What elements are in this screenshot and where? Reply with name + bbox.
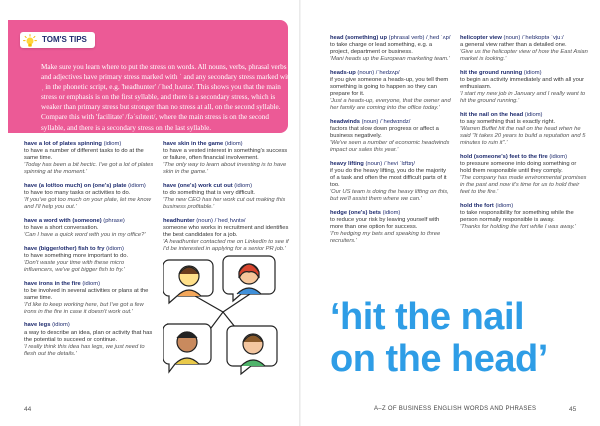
- dictionary-entry: [460, 112, 588, 147]
- entry-part-of-speech: (idiom): [103, 141, 122, 147]
- entry-definition: to say something that is exactly right.: [460, 118, 556, 125]
- entry-heading: [460, 154, 588, 161]
- dictionary-entry: [24, 183, 154, 211]
- entry-example: 'I'd like to keep working here, but I've got a few irons in the fire in case it doesn't work out.': [24, 301, 144, 315]
- dictionary-entry: [163, 141, 291, 176]
- left-page-number: 44: [24, 406, 32, 413]
- dictionary-entry: [163, 183, 291, 211]
- entry-heading: [24, 218, 154, 225]
- entry-definition: to have too many tasks or activities to do.: [24, 190, 131, 197]
- toms-tips-box: [8, 20, 293, 133]
- entry-heading: [330, 210, 452, 217]
- page-gutter: [299, 0, 301, 426]
- entry-definition: a general view rather than a detailed one.: [460, 42, 567, 49]
- entry-part-of-speech: (idiom): [82, 280, 101, 287]
- entry-heading: [330, 119, 452, 126]
- dictionary-entry: [24, 246, 154, 274]
- entry-part-of-speech: (idiom): [549, 153, 568, 160]
- entry-heading: [163, 141, 291, 148]
- entry-headword: heads-up: [330, 69, 356, 76]
- entry-heading: [330, 161, 452, 168]
- dictionary-entry: [460, 203, 588, 231]
- dictionary-entry: [24, 218, 154, 239]
- entry-example: 'If you've got too much on your plate, let me know and I'll help you out.': [24, 197, 151, 211]
- entry-headword: hit the ground running: [460, 69, 523, 76]
- entry-part-of-speech: (idiom): [128, 182, 146, 189]
- dictionary-entry: [330, 210, 452, 245]
- dictionary-entry: [330, 119, 452, 154]
- dictionary-entry: [460, 35, 588, 63]
- entry-example: 'A headhunter contacted me on LinkedIn to see if I'd be interested in applying for a senior PR job.': [163, 239, 289, 253]
- entry-definition: to begin an activity immediately and with all your enthusiasm.: [460, 76, 585, 91]
- entry-part-of-speech: (noun) /ˈhedzʌp/: [357, 69, 400, 76]
- entry-heading: [24, 246, 154, 253]
- entry-part-of-speech: (noun) /ˈhelɪkɒptə ˈvjuː/: [503, 35, 564, 41]
- entry-definition: to have something more important to do.: [24, 252, 129, 259]
- entry-part-of-speech: (idiom): [52, 322, 70, 329]
- left-page-column-2: [163, 141, 291, 260]
- entry-headword: have (bigger/other) fish to fry: [24, 245, 105, 252]
- people-speech-bubbles-illustration: [163, 252, 281, 380]
- entry-part-of-speech: (idiom): [382, 209, 401, 216]
- entry-headword: hold (someone's) feet to the fire: [460, 153, 548, 160]
- entry-definition: factors that slow down progress or affect a business negatively.: [330, 126, 439, 140]
- entry-example: 'Can I have a quick word with you in my office?': [24, 232, 146, 239]
- entry-heading: [460, 203, 588, 210]
- entry-headword: have a lot of plates spinning: [24, 141, 102, 147]
- book-title-footer: A–Z OF BUSINESS ENGLISH WORDS AND PHRASES: [374, 406, 537, 412]
- entry-example: 'Today has been a bit hectic. I've got a lot of plates spinning at the moment.': [24, 162, 154, 176]
- dictionary-entry: [330, 70, 452, 113]
- entry-definition: to have a number of different tasks to do at the same time.: [24, 148, 144, 162]
- entry-part-of-speech: (noun) /ˈhedˌhʌntə/: [196, 217, 246, 224]
- entry-part-of-speech: (idiom): [224, 141, 243, 147]
- entry-example: 'We've seen a number of economic headwinds impact our sales this year.': [330, 140, 450, 154]
- pull-quote-line-2: on the head’: [330, 338, 548, 380]
- entry-heading: [24, 322, 154, 329]
- entry-definition: a way to describe an idea, plan or activity that has the potential to succeed or continue.: [24, 329, 153, 343]
- dictionary-entry: [460, 70, 588, 105]
- entry-example: 'Give us the helicopter view of how the East Asian market is looking.': [460, 49, 588, 63]
- entry-example: 'The only way to learn about investing is to have skin in the game.': [163, 162, 287, 176]
- entry-part-of-speech: (phrase): [103, 217, 125, 224]
- entry-heading: [460, 35, 588, 42]
- entry-example: 'The new CEO has her work cut out making this business profitable.': [163, 197, 286, 211]
- entry-heading: [163, 183, 291, 190]
- entry-heading: [330, 70, 452, 77]
- entry-part-of-speech: (idiom): [495, 202, 514, 209]
- entry-definition: to take charge or lead something, e.g. a project, department or business.: [330, 42, 433, 56]
- entry-headword: have (one's) work cut out: [163, 182, 233, 189]
- entry-example: 'I'm hedging my bets and speaking to three recruiters.': [330, 231, 441, 245]
- entry-example: 'Just a heads-up, everyone, that the owner and her family are coming into the office today.': [330, 98, 451, 112]
- dictionary-entry: [330, 35, 452, 63]
- entry-headword: heavy lifting: [330, 160, 364, 167]
- entry-definition: to take responsibility for something while the person normally responsible is away.: [460, 209, 574, 224]
- dictionary-entry: [163, 218, 291, 253]
- tips-text: Make sure you learn where to put the stress on words. All nouns, verbs, phrasal verbs and adjectives have primary stress marked with ˈ and any secondary stress marked with ˌ in the phonetic script, e.g. 'headhunter' /ˈhedˌhʌntə/. This shows you that the main stress or emphasis is on the first syllable, and there is a secondary stress, which is weaker than primary stress but stronger than no stress at all, on the second syllable. Compare this with 'facilitate' /fəˈsɪlɪteɪt/, where the main stress is on the second syllable, and there is a secondary stress on the last syllable.: [41, 63, 293, 132]
- toms-tips-badge: [20, 32, 95, 48]
- entry-part-of-speech: (noun) /ˈhedwɪndz/: [361, 118, 411, 125]
- dictionary-entry: [24, 141, 154, 176]
- entry-part-of-speech: (idiom): [234, 182, 253, 189]
- entry-part-of-speech: (idiom): [106, 245, 124, 252]
- entry-headword: helicopter view: [460, 35, 502, 41]
- entry-example: 'The company has made environmental promises in the past and now it's time for us to hold their feet to the fire.': [460, 175, 587, 196]
- entry-definition: if you do the heavy lifting, you do the majority of a task and often the most difficult parts of it too.: [330, 168, 447, 189]
- entry-headword: have a word with (someone): [24, 217, 102, 224]
- entry-headword: have irons in the fire: [24, 280, 81, 287]
- entry-headword: hold the fort: [460, 202, 494, 209]
- entry-headword: head (something) up: [330, 35, 388, 41]
- lightbulb-icon: [23, 34, 37, 48]
- entry-part-of-speech: (idiom): [524, 111, 543, 118]
- right-page-column-2: [460, 35, 588, 238]
- entry-example: 'Mani heads up the European marketing team.': [330, 56, 450, 63]
- entry-part-of-speech: (noun) /ˈhevi ˈlɪftɪŋ/: [365, 160, 416, 167]
- entry-definition: to pressure someone into doing something or hold them responsible until they comply.: [460, 160, 577, 174]
- dictionary-entry: [330, 161, 452, 204]
- entry-heading: [163, 218, 291, 225]
- entry-heading: [24, 183, 154, 190]
- entry-example: 'Don't waste your time with these micro influencers, we've got bigger fish to fry.': [24, 259, 125, 273]
- entry-definition: if you give someone a heads-up, you tell them something is going to happen so they can prepare for it.: [330, 76, 449, 98]
- entry-example: 'Warren Buffet hit the nail on the head when he said "It takes 20 years to build a reputation and 5 minutes to ruin it".': [460, 126, 586, 147]
- entry-heading: [24, 281, 154, 288]
- entry-part-of-speech: (phrasal verb) /ˌhed ˈʌp/: [388, 35, 451, 41]
- entry-example: 'Our US team is doing the heavy lifting on this, but we'll assist them where we can.': [330, 189, 449, 203]
- entry-definition: someone who works in recruitment and identifies the best candidates for a job.: [163, 224, 289, 239]
- right-page-number: 45: [569, 406, 577, 413]
- entry-headword: headwinds: [330, 118, 360, 125]
- dictionary-entry: [24, 322, 154, 357]
- entry-example: 'I really think this idea has legs, we just need to flesh out the details.': [24, 343, 145, 357]
- pull-quote: [330, 296, 600, 380]
- entry-heading: [460, 112, 588, 119]
- entry-example: 'Thanks for holding the fort while I was away.': [460, 224, 576, 231]
- entry-heading: [460, 70, 588, 77]
- entry-definition: to reduce your risk by leaving yourself with more than one option for success.: [330, 217, 440, 231]
- dictionary-entry: [24, 281, 154, 316]
- entry-heading: [24, 141, 154, 148]
- left-page-column-1: [24, 141, 154, 364]
- entry-example: 'I start my new job in January and I really want to hit the ground running.': [460, 91, 586, 105]
- entry-definition: to be involved in several activities or plans at the same time.: [24, 287, 149, 301]
- entry-definition: to have a vested interest in something's success or failure, often financial involvement.: [163, 148, 288, 162]
- entry-headword: have (a lot/too much) on (one's) plate: [24, 182, 127, 189]
- entry-headword: headhunter: [163, 217, 195, 224]
- entry-headword: hedge (one's) bets: [330, 209, 381, 216]
- entry-definition: to do something that is very difficult.: [163, 190, 256, 197]
- entry-heading: [330, 35, 452, 42]
- entry-part-of-speech: (idiom): [523, 69, 542, 76]
- pull-quote-line-1: ‘hit the nail: [330, 296, 525, 338]
- right-page-column-1: [330, 35, 452, 252]
- entry-headword: have skin in the game: [163, 141, 224, 147]
- entry-definition: to have a short conversation.: [24, 224, 99, 231]
- entry-headword: have legs: [24, 322, 51, 329]
- tips-badge-label: TOM'S TIPS: [42, 35, 87, 44]
- dictionary-entry: [460, 154, 588, 197]
- entry-headword: hit the nail on the head: [460, 111, 524, 118]
